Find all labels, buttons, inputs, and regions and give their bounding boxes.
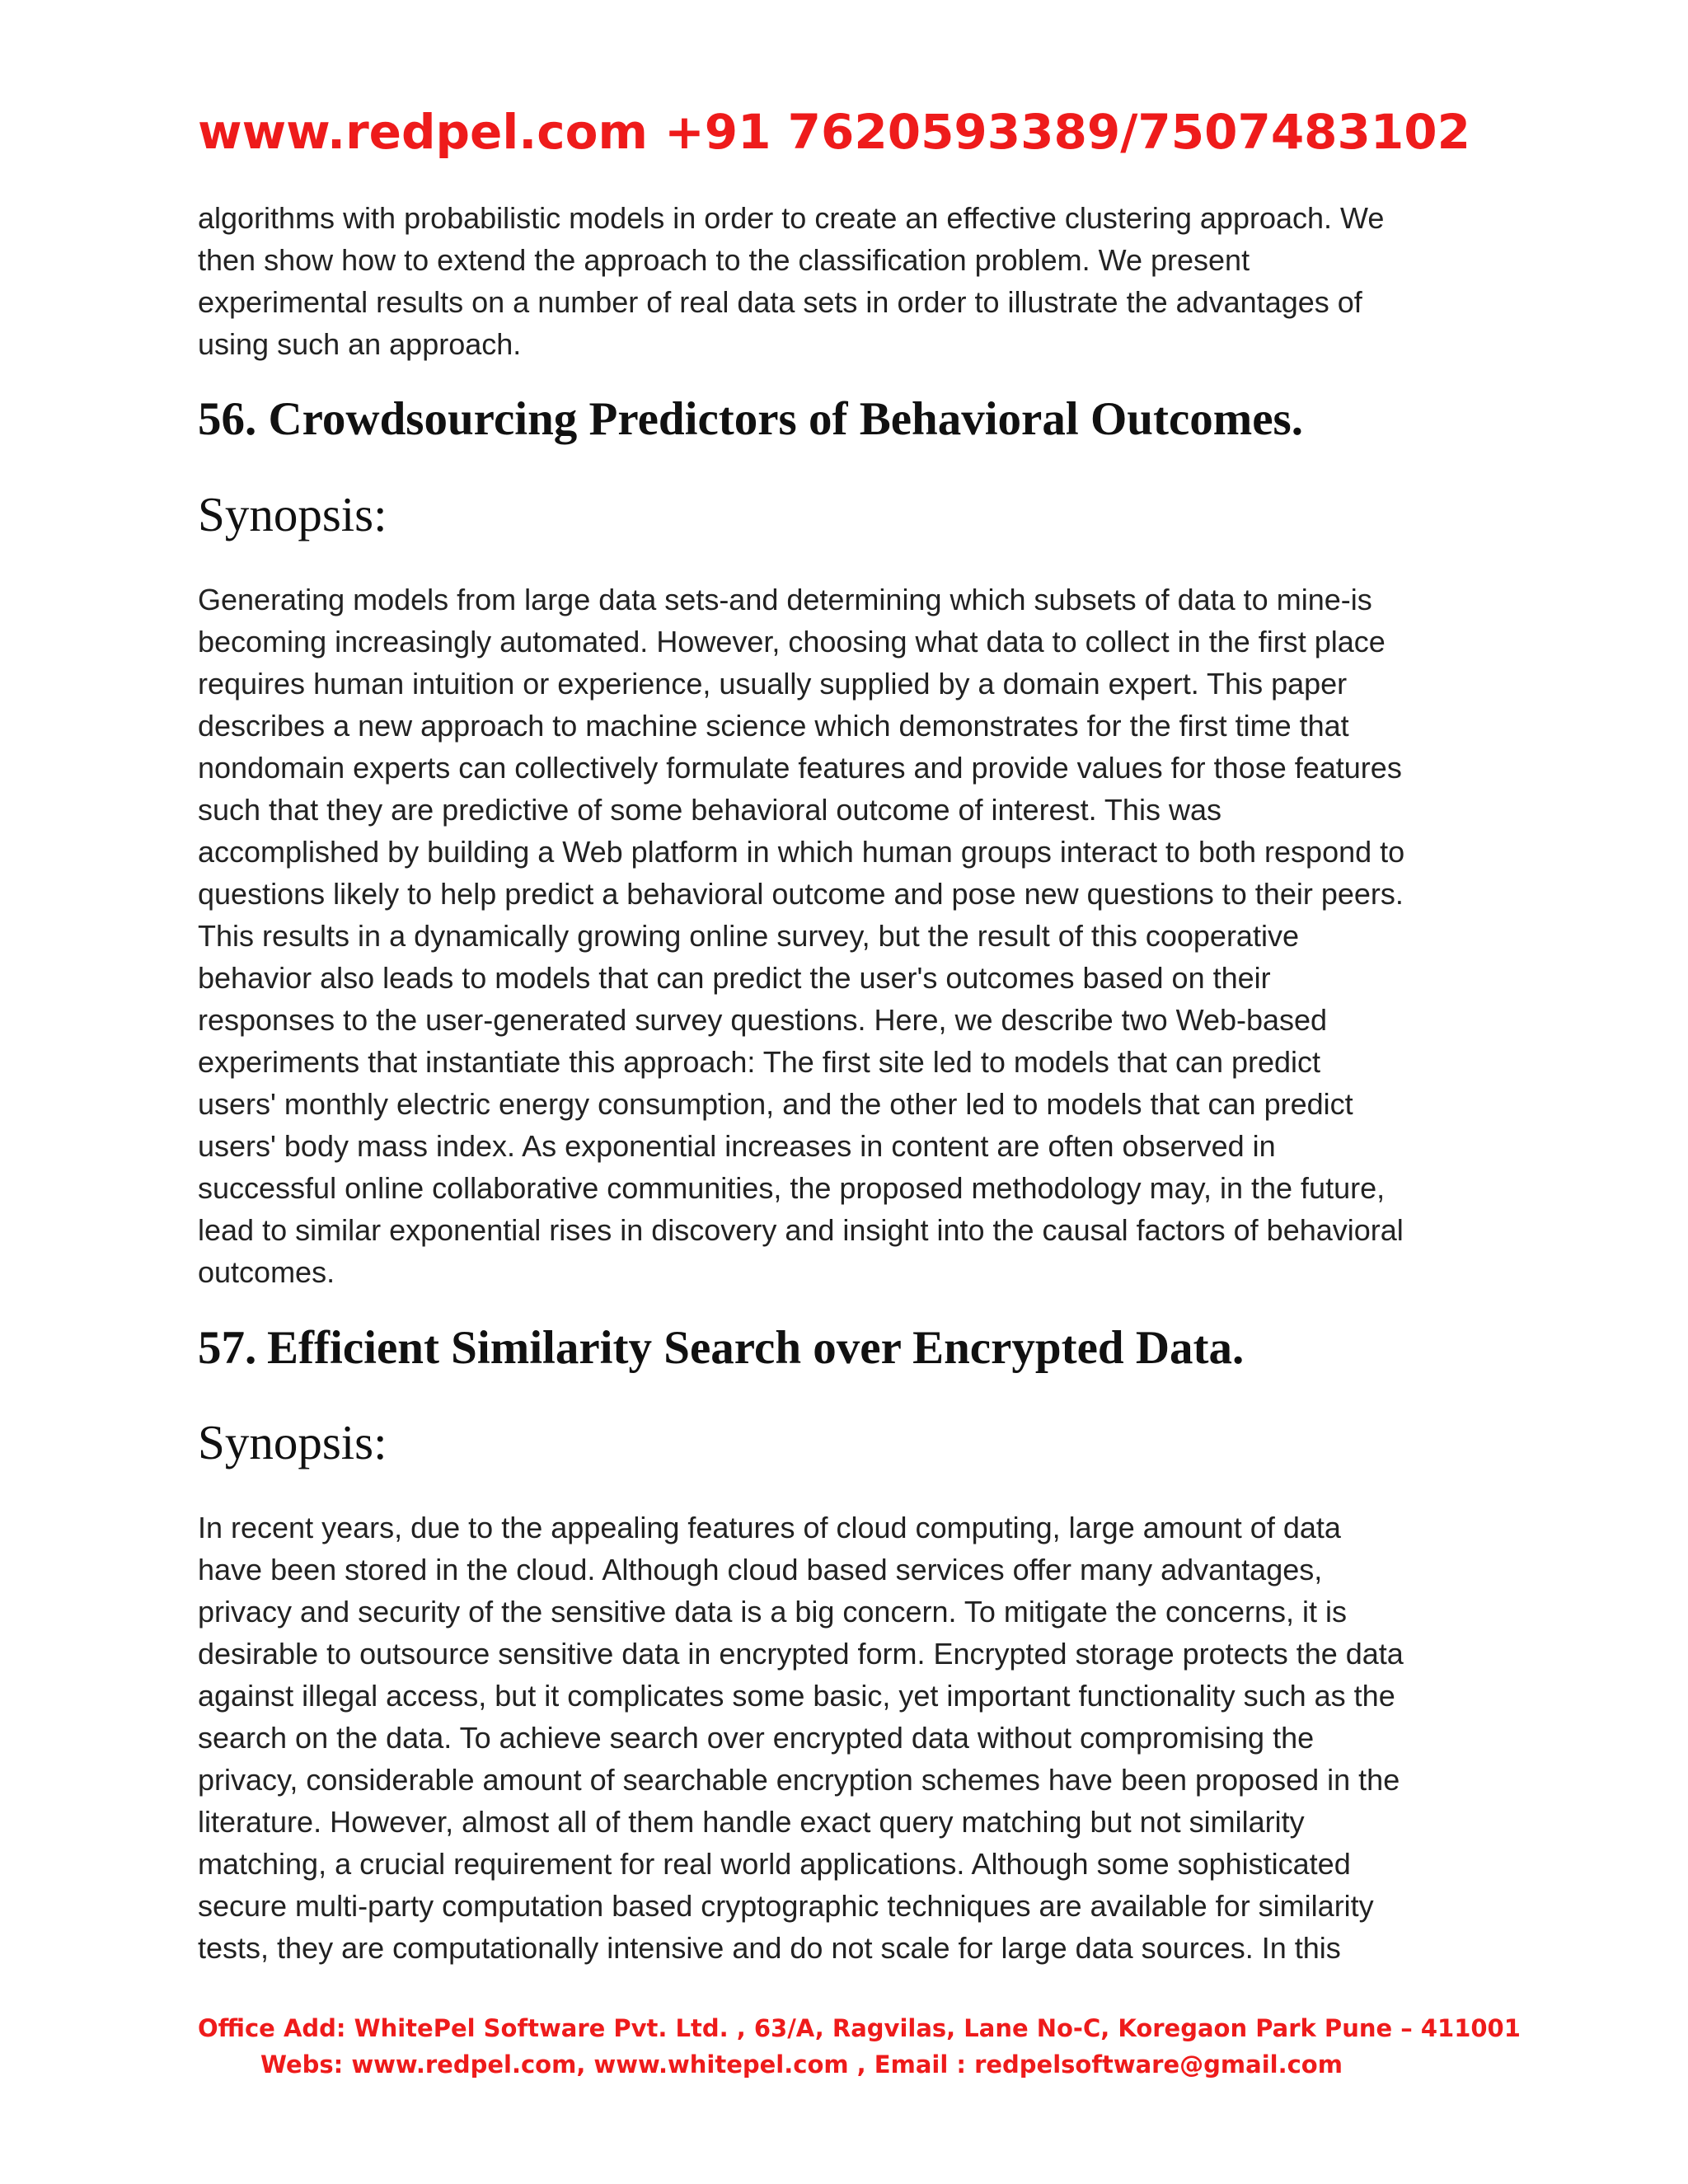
paragraph-line: successful online collaborative communities, the proposed methodology may, in the future,	[198, 1171, 1386, 1205]
paragraph-line: users' monthly electric energy consumption, and the other led to models that can predict	[198, 1087, 1353, 1121]
paragraph-line: requires human intuition or experience, usually supplied by a domain expert. This paper	[198, 667, 1348, 701]
paragraph-line: against illegal access, but it complicates some basic, yet important functionality such as the	[198, 1679, 1395, 1713]
paragraph-line: describes a new approach to machine science which demonstrates for the first time that	[198, 709, 1349, 743]
paragraph-line: questions likely to help predict a behavioral outcome and pose new questions to their peers.	[198, 877, 1404, 911]
footer-websites-email: Webs: www.redpel.com, www.whitepel.com , Email : redpelsoftware@gmail.com	[260, 2050, 1343, 2079]
paragraph-line: lead to similar exponential rises in discovery and insight into the causal factors of behavioral	[198, 1213, 1404, 1247]
header-contact: www.redpel.com +91 7620593389/7507483102	[198, 104, 1470, 160]
section-56-title-text: Crowdsourcing Predictors of Behavioral Outcomes.	[268, 393, 1303, 445]
section-56-paragraph	[198, 579, 1500, 1293]
paragraph-line: then show how to extend the approach to the classification problem. We present	[198, 243, 1250, 277]
section-56-title	[198, 392, 1303, 446]
paragraph-line: search on the data. To achieve search over encrypted data without compromising the	[198, 1721, 1315, 1755]
paragraph-line: tests, they are computationally intensive and do not scale for large data sources. In this	[198, 1931, 1341, 1965]
section-56-synopsis-label: Synopsis:	[198, 487, 387, 541]
paragraph-line: secure multi-party computation based cryptographic techniques are available for similarity	[198, 1889, 1374, 1923]
section-57-title-text: Efficient Similarity Search over Encrypted Data.	[267, 1322, 1245, 1374]
paragraph-line: outcomes.	[198, 1255, 335, 1289]
paragraph-line: privacy, considerable amount of searchable encryption schemes have been proposed in the	[198, 1763, 1400, 1797]
paragraph-line: becoming increasingly automated. However, choosing what data to collect in the first place	[198, 625, 1386, 658]
paragraph-line: nondomain experts can collectively formulate features and provide values for those features	[198, 751, 1402, 785]
paragraph-line: literature. However, almost all of them handle exact query matching but not similarity	[198, 1805, 1305, 1839]
section-57-paragraph	[198, 1507, 1500, 1969]
section-57-title	[198, 1321, 1244, 1375]
paragraph-line: matching, a crucial requirement for real world applications. Although some sophisticated	[198, 1847, 1351, 1881]
paragraph-line: such that they are predictive of some behavioral outcome of interest. This was	[198, 793, 1221, 827]
footer-office-address: Office Add: WhitePel Software Pvt. Ltd. , 63/A, Ragvilas, Lane No-C, Koregaon Park Pune – 411001	[198, 2014, 1521, 2042]
paragraph-line: This results in a dynamically growing online survey, but the result of this cooperative	[198, 919, 1299, 953]
paragraph-line: algorithms with probabilistic models in order to create an effective clustering approach. We	[198, 201, 1385, 235]
intro-paragraph	[198, 197, 1500, 365]
paragraph-line: privacy and security of the sensitive data is a big concern. To mitigate the concerns, it is	[198, 1595, 1348, 1629]
paragraph-line: accomplished by building a Web platform in which human groups interact to both respond to	[198, 835, 1405, 869]
section-57-number: 57.	[198, 1322, 257, 1374]
paragraph-line: experimental results on a number of real data sets in order to illustrate the advantages of	[198, 285, 1362, 319]
section-57-synopsis-label: Synopsis:	[198, 1415, 387, 1469]
paragraph-line: have been stored in the cloud. Although cloud based services offer many advantages,	[198, 1553, 1323, 1586]
paragraph-line: desirable to outsource sensitive data in encrypted form. Encrypted storage protects the data	[198, 1637, 1404, 1671]
paragraph-line: responses to the user-generated survey questions. Here, we describe two Web-based	[198, 1003, 1328, 1037]
paragraph-line: Generating models from large data sets-and determining which subsets of data to mine-is	[198, 583, 1372, 616]
section-56-number: 56.	[198, 393, 257, 445]
paragraph-line: experiments that instantiate this approach: The first site led to models that can predict	[198, 1045, 1321, 1079]
paragraph-line: using such an approach.	[198, 327, 522, 361]
paragraph-line: In recent years, due to the appealing features of cloud computing, large amount of data	[198, 1511, 1341, 1544]
paragraph-line: behavior also leads to models that can predict the user's outcomes based on their	[198, 961, 1271, 995]
paragraph-line: users' body mass index. As exponential increases in content are often observed in	[198, 1129, 1276, 1163]
